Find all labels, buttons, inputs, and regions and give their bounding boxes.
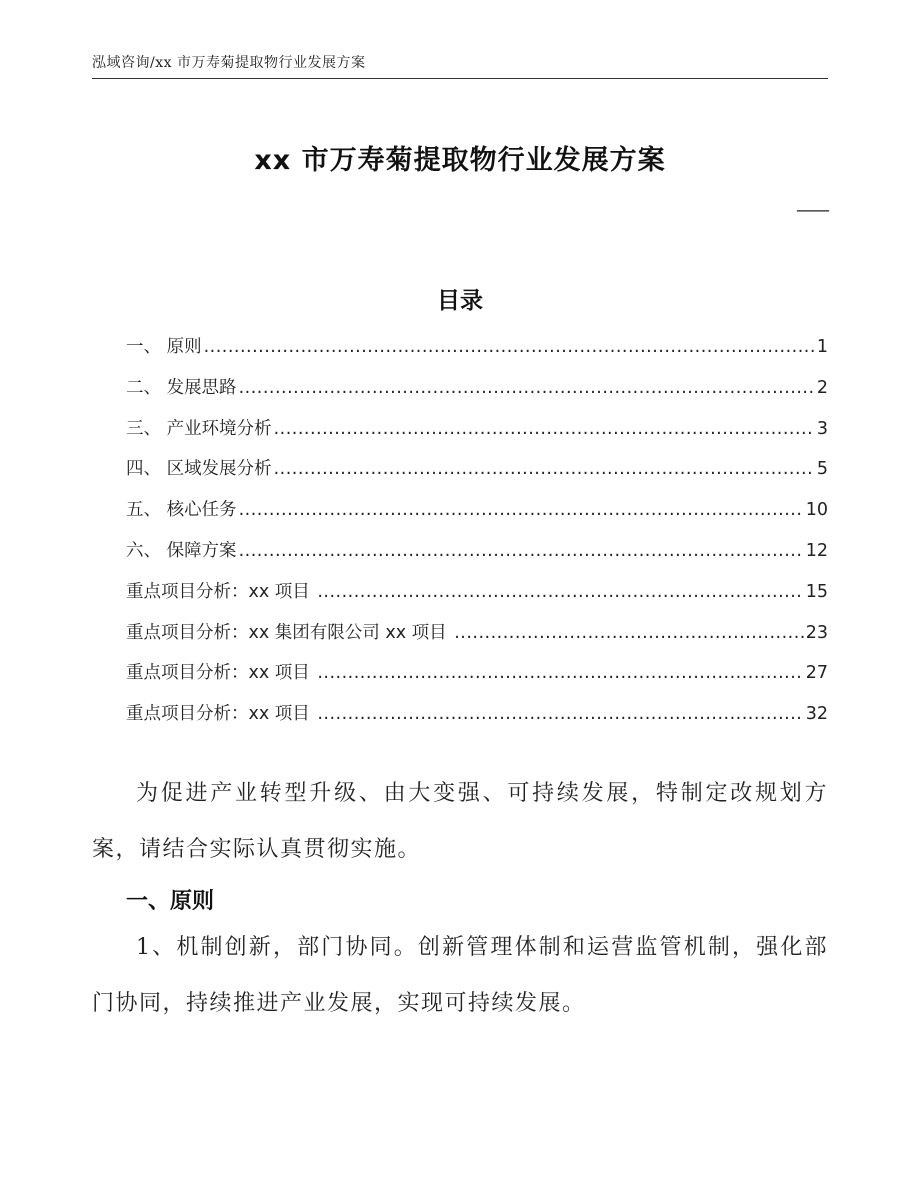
title-dash: —— [796,200,828,221]
toc-item-page: 3 [816,418,828,439]
toc-item-page: 10 [805,500,828,521]
toc-title: 目录 [437,288,483,314]
toc-item-page: 12 [805,540,828,561]
toc-leader-dots [274,419,815,439]
document-title: xx 市万寿菊提取物行业发展方案 [254,145,666,176]
toc-item-key-project-3[interactable] [126,659,828,700]
intro-paragraph: 为促进产业转型升级、由大变强、可持续发展，特制定改规划方案，请结合实际认真贯彻实施。 [92,781,828,862]
toc-item-regional-analysis[interactable] [126,455,828,496]
toc-item-page: 5 [816,459,828,480]
toc-leader-dots [204,337,815,357]
toc-item-label: 三、 产业环境分析 [126,418,272,439]
toc-item-development-ideas[interactable] [126,374,828,415]
toc-item-principles[interactable] [126,333,828,374]
toc-item-label: 一、 原则 [126,337,202,357]
toc-item-label: 二、 发展思路 [126,377,237,398]
toc-leader-dots [454,623,804,643]
toc-leader-dots [317,663,803,683]
toc-item-page: 32 [805,704,828,725]
toc-item-label: 重点项目分析：xx 项目 [126,663,316,684]
table-of-contents [126,333,828,741]
section-heading-principles: 一、原则 [126,889,215,914]
toc-item-page: 15 [805,581,828,602]
toc-item-label: 重点项目分析：xx 项目 [126,704,316,725]
toc-item-key-project-2[interactable] [126,619,828,660]
toc-item-industry-environment[interactable] [126,415,828,456]
toc-item-label: 四、 区域发展分析 [126,459,272,480]
toc-item-label: 六、 保障方案 [126,540,237,561]
toc-item-page: 27 [805,663,828,684]
header-divider [92,78,828,79]
toc-item-key-project-4[interactable] [126,700,828,741]
toc-leader-dots [239,541,804,561]
toc-item-label: 重点项目分析：xx 集团有限公司 xx 项目 [126,622,453,643]
page-header: 泓域咨询/xx 市万寿菊提取物行业发展方案 [92,55,366,71]
toc-leader-dots [239,378,815,398]
toc-leader-dots [317,704,803,724]
toc-item-key-project-1[interactable] [126,578,828,619]
toc-item-page: 2 [816,377,828,398]
principle-paragraph: 1、机制创新，部门协同。创新管理体制和运营监管机制，强化部门协同，持续推进产业发展，实现可持续发展。 [92,935,828,1016]
toc-leader-dots [317,582,803,602]
toc-item-core-tasks[interactable] [126,496,828,537]
toc-item-safeguards[interactable] [126,537,828,578]
toc-item-page: 1 [816,337,828,357]
toc-item-page: 23 [805,622,828,643]
toc-leader-dots [274,459,815,479]
toc-item-label: 重点项目分析：xx 项目 [126,581,316,602]
toc-item-label: 五、 核心任务 [126,500,237,521]
toc-leader-dots [239,500,804,520]
